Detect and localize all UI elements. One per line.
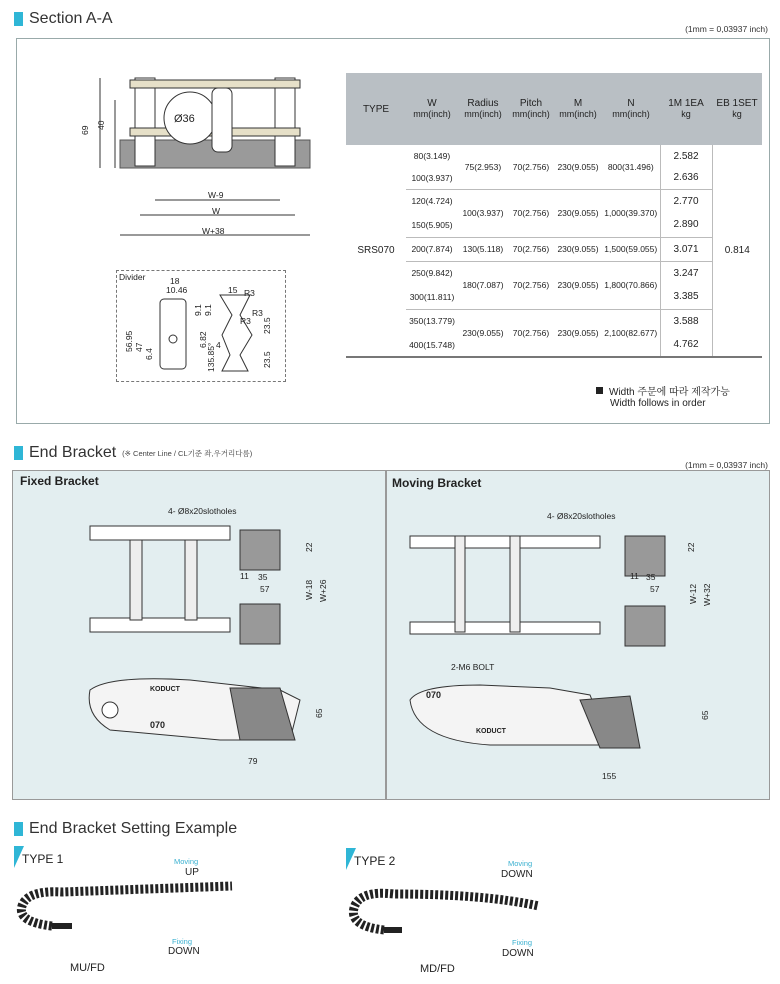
moving-brand-label: KODUCT: [476, 728, 506, 735]
type1-down-label: DOWN: [168, 946, 200, 957]
divider-dim-11: 47: [134, 342, 144, 352]
kg-cell: 3.071: [660, 237, 712, 261]
kg-cell: 3.247: [660, 261, 712, 285]
moving-dim-155: 155: [602, 771, 617, 781]
fixed-dim-11: 11: [240, 571, 249, 581]
section-aa-drawing: [80, 60, 340, 250]
fixed-dim-57: 57: [260, 584, 270, 594]
divider-label: Divider: [119, 272, 146, 282]
radius-cell: 130(5.118): [462, 244, 504, 254]
divider-dim-7: R3: [240, 316, 251, 326]
radius-cell: 230(9.055): [462, 327, 504, 338]
kg-cell: 2.582: [660, 145, 712, 167]
end-bracket-title: End Bracket: [29, 444, 117, 461]
moving-bracket-title: Moving Bracket: [392, 476, 482, 490]
pitch-cell: 70(2.756): [512, 327, 550, 338]
dim-w: W: [212, 206, 221, 216]
table-row: [346, 189, 762, 213]
type2-label: TYPE 2: [354, 854, 396, 868]
type1-code: MU/FD: [70, 962, 105, 974]
fixed-dim-22: 22: [304, 542, 314, 552]
divider-dim-9: 23.5: [262, 317, 272, 334]
kg-cell: 2.770: [660, 189, 712, 213]
divider-dim-15: 23.5: [262, 351, 272, 368]
spec-table: [346, 73, 762, 358]
table-row: [346, 309, 762, 333]
spec-header-row: [346, 73, 762, 145]
width-cell: 120(4.724): [411, 196, 453, 207]
end-bracket-subnote: (※ Center Line / CL기준 좌,우거리다름): [122, 448, 253, 458]
n-cell: 1,800(70.866): [604, 280, 658, 290]
type2-fixing-label: Fixing: [512, 938, 533, 947]
moving-dim-11: 11: [630, 571, 639, 581]
width-cell: 350(13.779): [409, 316, 455, 327]
type1-label: TYPE 1: [22, 852, 64, 866]
fixed-brand-label: KODUCT: [150, 686, 180, 693]
width-note-en: Width follows in order: [610, 398, 706, 409]
type-cell: SRS070: [357, 245, 395, 256]
header-type: TYPE: [346, 73, 406, 145]
type2-moving-label: Moving: [508, 859, 533, 868]
fixed-dim-w18: W-18: [304, 579, 314, 600]
divider-dim-5: R3: [244, 288, 255, 298]
eb-set-cell: 0.814: [712, 145, 762, 357]
type1-chain-drawing: [12, 874, 242, 936]
n-cell: 800(31.496): [607, 161, 654, 172]
accent-square-icon: [14, 12, 23, 26]
dim-40: 40: [96, 120, 106, 130]
dim-w38: W+38: [202, 226, 225, 236]
header-1m1ea: 1M 1EA kg: [660, 73, 712, 145]
radius-cell: 180(7.087): [462, 280, 504, 290]
moving-dim-57: 57: [650, 584, 660, 594]
m-cell: 230(9.055): [557, 244, 599, 254]
table-row: [346, 237, 762, 261]
moving-dim-22: 22: [686, 542, 696, 552]
fixed-dim-79: 79: [248, 756, 258, 766]
divider-dim-8: 6.82: [198, 331, 208, 348]
m-cell: 230(9.055): [557, 280, 599, 290]
pitch-cell: 70(2.756): [512, 208, 550, 218]
table-row: [346, 145, 762, 167]
setting-example-heading: [14, 820, 237, 838]
width-cell: 200(7.874): [411, 244, 453, 254]
moving-dim-w12: W-12: [688, 583, 698, 604]
moving-dim-65: 65: [700, 710, 710, 720]
n-cell: 1,500(59.055): [604, 244, 658, 254]
bullet-square-icon: [596, 387, 603, 394]
width-cell: 250(9.842): [411, 268, 453, 279]
m-cell: 230(9.055): [557, 208, 599, 218]
moving-bracket-drawing: [400, 500, 720, 790]
kg-cell: 3.385: [660, 285, 712, 309]
pitch-cell: 70(2.756): [512, 280, 550, 290]
section-aa-title: Section A-A: [29, 10, 113, 27]
kg-cell: 2.636: [660, 167, 712, 189]
n-cell: 1,000(39.370): [604, 208, 658, 218]
type2-chain-drawing: [344, 880, 554, 940]
divider-dim-6: R3: [252, 308, 263, 318]
end-bracket-heading: [14, 444, 252, 462]
fixed-bracket-drawing: [80, 500, 380, 790]
dim-w9: W-9: [208, 190, 224, 200]
type2-code: MD/FD: [420, 963, 455, 975]
moving-dim-w32: W+32: [702, 583, 712, 606]
divider-dim-0: 18: [170, 276, 180, 286]
type2-down-label-2: DOWN: [502, 948, 534, 959]
header-w: W mm(inch): [406, 73, 458, 145]
moving-dim-35: 35: [646, 572, 656, 582]
divider-dim-14: 135.85°: [206, 342, 216, 372]
setting-example-title: End Bracket Setting Example: [29, 820, 238, 837]
width-note-kr: [596, 383, 730, 398]
divider-dim-12: 6.4: [144, 348, 154, 360]
kg-cell: 2.890: [660, 213, 712, 237]
dim-69: 69: [80, 125, 90, 135]
moving-code-label: 070: [426, 690, 442, 700]
moving-slot-label: 4- Ø8x20slotholes: [547, 511, 616, 521]
width-cell: 80(3.149): [413, 151, 451, 161]
note-kr-text: Width 주문에 따라 제작가능: [609, 387, 730, 398]
type1-moving-label: Moving: [174, 857, 199, 866]
section-aa-heading: [14, 10, 113, 28]
header-m: M mm(inch): [554, 73, 602, 145]
accent-square-icon: [14, 446, 23, 460]
width-cell: 300(11.811): [409, 291, 455, 302]
divider-dim-2: 9.1: [193, 304, 203, 316]
divider-dim-10: 56.95: [124, 330, 134, 352]
n-cell: 2,100(82.677): [604, 327, 658, 338]
divider-dim-13: 4: [216, 340, 221, 350]
radius-cell: 100(3.937): [462, 208, 504, 218]
width-cell: 150(5.905): [411, 219, 453, 230]
width-cell: 100(3.937): [411, 172, 453, 183]
type1-up-label: UP: [185, 867, 199, 878]
pitch-cell: 70(2.756): [512, 161, 550, 172]
radius-cell: 75(2.953): [464, 161, 502, 172]
divider-dim-4: 15: [228, 285, 238, 295]
fixed-dim-35: 35: [258, 572, 268, 582]
fixed-bracket-title: Fixed Bracket: [20, 474, 99, 488]
table-row: [346, 261, 762, 285]
header-radius: Radius mm(inch): [458, 73, 508, 145]
type1-fixing-label: Fixing: [172, 937, 193, 946]
m-cell: 230(9.055): [557, 161, 599, 172]
fixed-dim-w26: W+26: [318, 579, 328, 602]
divider-dim-3: 9.1: [203, 304, 213, 316]
header-pitch: Pitch mm(inch): [508, 73, 554, 145]
pitch-cell: 70(2.756): [512, 244, 550, 254]
divider-dim-1: 10.46: [166, 285, 188, 295]
header-n: N mm(inch): [602, 73, 660, 145]
fixed-dim-65: 65: [314, 708, 324, 718]
fixed-code-label: 070: [150, 720, 166, 730]
m-cell: 230(9.055): [557, 327, 599, 338]
header-eb1set: EB 1SET kg: [712, 73, 762, 145]
dim-dia36: Ø36: [174, 113, 195, 125]
accent-square-icon: [14, 822, 23, 836]
width-cell: 400(15.748): [409, 339, 455, 350]
kg-cell: 3.588: [660, 309, 712, 333]
moving-bolt-label: 2-M6 BOLT: [451, 662, 495, 672]
fixed-slot-label: 4- Ø8x20slotholes: [168, 506, 237, 516]
type2-down-label-1: DOWN: [501, 869, 533, 880]
kg-cell: 4.762: [660, 333, 712, 357]
section-aa-unit-note: (1mm = 0,03937 inch): [685, 24, 768, 34]
end-bracket-unit-note: (1mm = 0,03937 inch): [685, 460, 768, 470]
